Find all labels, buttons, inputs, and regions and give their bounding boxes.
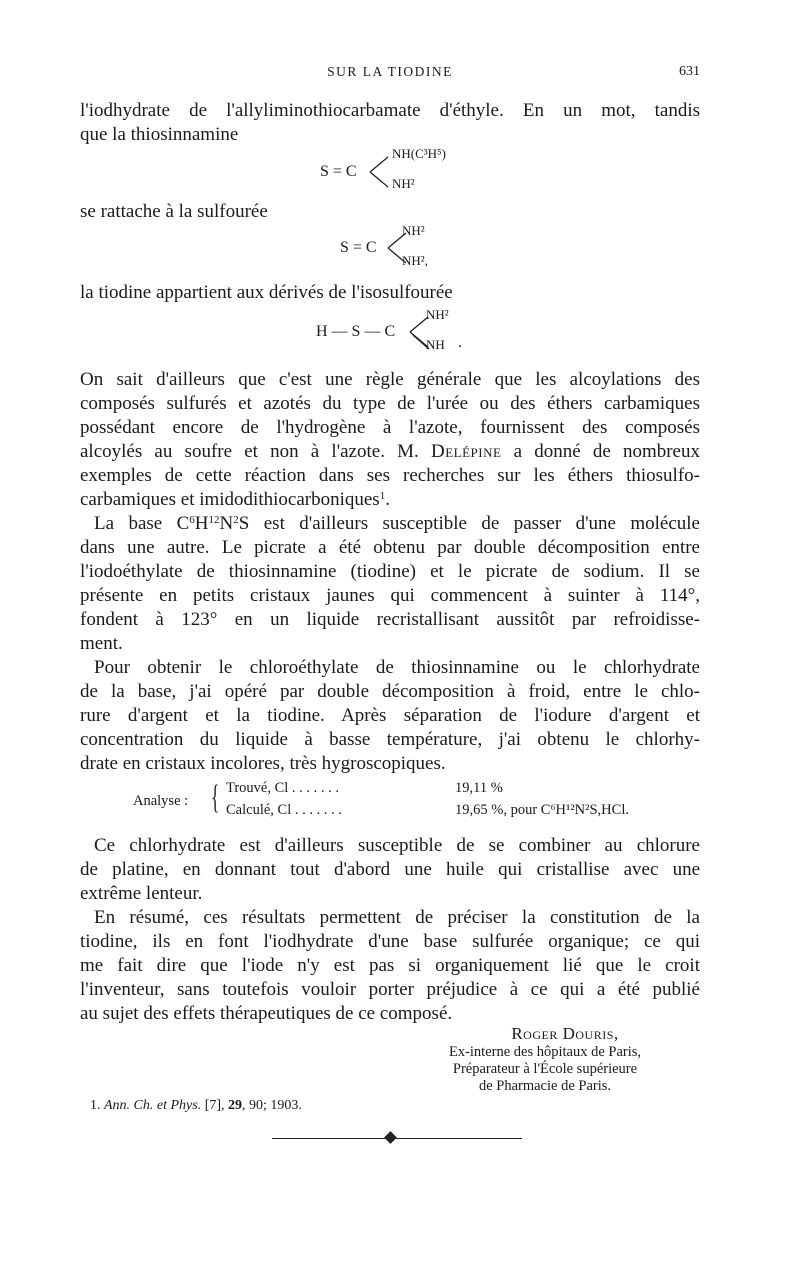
- text-line: de platine, en donnant tout d'abord une huile qui cristallise avec une: [80, 859, 700, 880]
- footnote-number: 1.: [90, 1098, 101, 1113]
- diamond-icon: [384, 1131, 397, 1144]
- author-name: Delépine: [430, 441, 502, 462]
- text-line: au sujet des effets thérapeutiques de ce composé.: [80, 1003, 453, 1024]
- footnote-rest: , 90; 1903.: [242, 1098, 302, 1113]
- signature-name: Roger Douris,: [511, 1024, 619, 1043]
- formula-sulfouree: [340, 223, 460, 271]
- formula-sup: 6: [189, 514, 195, 526]
- text-line: rure d'argent et la tiodine. Après séparation de l'iodure d'argent et: [80, 705, 700, 726]
- footnote-volume: 29: [228, 1098, 243, 1113]
- text-line: ment.: [80, 633, 123, 654]
- running-header: [80, 64, 700, 84]
- text-line: Pour obtenir le chloroéthylate de thiosinnamine ou le chlorhydrate: [94, 657, 700, 678]
- signature-line: Ex-interne des hôpitaux de Paris,: [448, 1044, 642, 1060]
- text-line: présente en petits cristaux jaunes qui commencent à suinter à 114°,: [80, 585, 700, 606]
- footnote-marker: 1: [379, 490, 386, 502]
- signature-block: [400, 1025, 690, 1095]
- footnote-journal: Ann. Ch. et Phys.: [104, 1098, 202, 1113]
- found-value: 19,11 %: [455, 780, 503, 796]
- text-run: a donné de nombreux: [501, 441, 700, 462]
- text-run: est d'ailleurs susceptible de passer d'une molécule: [249, 513, 700, 534]
- text-line: [80, 488, 700, 512]
- text-line: tiodine, ils en font l'iodhydrate d'une base sulfurée organique; ce qui: [80, 931, 700, 952]
- formula-element: S: [238, 513, 250, 534]
- found-label: Trouvé, Cl . . . . . . .: [226, 780, 340, 796]
- brace-icon: {: [211, 779, 220, 816]
- formula-left: S = C: [340, 239, 377, 256]
- text-line: drate en cristaux incolores, très hygroscopiques.: [80, 753, 446, 774]
- text-line: extrême lenteur.: [80, 883, 203, 904]
- page-number: 631: [679, 64, 700, 79]
- text-line: fondent à 123° en un liquide recristallisant aussitôt par refroidisse-: [80, 609, 700, 630]
- text-line: On sait d'ailleurs que c'est une règle générale que les alcoylations des: [80, 369, 700, 390]
- formula-upper: NH²: [402, 223, 425, 238]
- running-title: SUR LA TIODINE: [327, 64, 453, 79]
- text-line: l'inventeur, sans toutefois vouloir porter préjudice à ce qui a été publié: [80, 979, 700, 1000]
- text-line: de la base, j'ai opéré par double décomposition à froid, entre le chlo-: [80, 681, 700, 702]
- text-line: l'iodhydrate de l'allyliminothiocarbamate d'éthyle. En un mot, tandis: [80, 100, 700, 121]
- text-line: la tiodine appartient aux dérivés de l'isosulfourée: [80, 282, 453, 303]
- signature-line: de Pharmacie de Paris.: [478, 1078, 612, 1094]
- formula-element: H: [194, 513, 209, 534]
- calc-value: 19,65 %, pour C⁶H¹²N²S,HCl.: [455, 802, 629, 818]
- text-line: concentration du liquide à basse température, j'ai obtenu le chlorhy-: [80, 729, 700, 750]
- end-ornament: [272, 1133, 522, 1145]
- text-line: possédant encore de l'hydrogène à l'azote, fournissent des composés: [80, 417, 700, 438]
- text-line: [94, 512, 700, 536]
- text-line: dans une autre. Le picrate a été obtenu par double décomposition entre: [80, 537, 700, 558]
- text-line: l'iodoéthylate de thiosinnamine (tiodine) et le picrate de sodium. Il se: [80, 561, 700, 582]
- text-run: alcoylés au soufre et non à l'azote. M.: [80, 441, 431, 462]
- ornament-rule: [272, 1138, 522, 1139]
- text-line: [80, 440, 700, 464]
- formula-lower: NH²: [392, 176, 415, 191]
- analysis-label: Analyse :: [133, 793, 189, 809]
- formula-element: N: [219, 513, 234, 534]
- formula-upper: NH²: [426, 307, 449, 322]
- text-run: La base C: [94, 513, 190, 534]
- text-run: carbamiques et imidodithiocarboniques: [80, 489, 380, 510]
- text-line: composés sulfurés et azotés du type de l'urée ou des éthers carbamiques: [80, 393, 700, 414]
- footnote-series: [7],: [201, 1098, 229, 1113]
- formula-lower: NH²,: [402, 253, 428, 268]
- formula-sup: 12: [208, 514, 220, 526]
- formula-left: H — S — C: [316, 323, 396, 340]
- text-line: exemples de cette réaction dans ses recherches sur les éthers thiosulfo-: [80, 465, 700, 486]
- footnote: [90, 1098, 302, 1114]
- formula-sup: 2: [233, 514, 239, 526]
- formula-thiosinnamine: [320, 146, 500, 195]
- formula-upper: NH(C³H⁵): [392, 146, 446, 161]
- text-run: .: [385, 489, 390, 510]
- text-line: que la thiosinnamine: [80, 124, 239, 145]
- formula-isosulfouree: [316, 307, 476, 355]
- text-line: se rattache à la sulfourée: [80, 201, 268, 222]
- text-line: En résumé, ces résultats permettent de préciser la constitution de la: [94, 907, 700, 928]
- calc-label: Calculé, Cl . . . . . . .: [226, 802, 342, 818]
- text-line: Ce chlorhydrate est d'ailleurs susceptible de se combiner au chlorure: [94, 835, 700, 856]
- formula-left: S = C: [320, 163, 357, 180]
- signature-line: Préparateur à l'École supérieure: [452, 1061, 638, 1077]
- text-line: me fait dire que l'iode n'y est pas si organiquement lié que le croit: [80, 955, 700, 976]
- formula-lower: NH: [426, 337, 445, 352]
- formula-trailing: .: [458, 334, 462, 351]
